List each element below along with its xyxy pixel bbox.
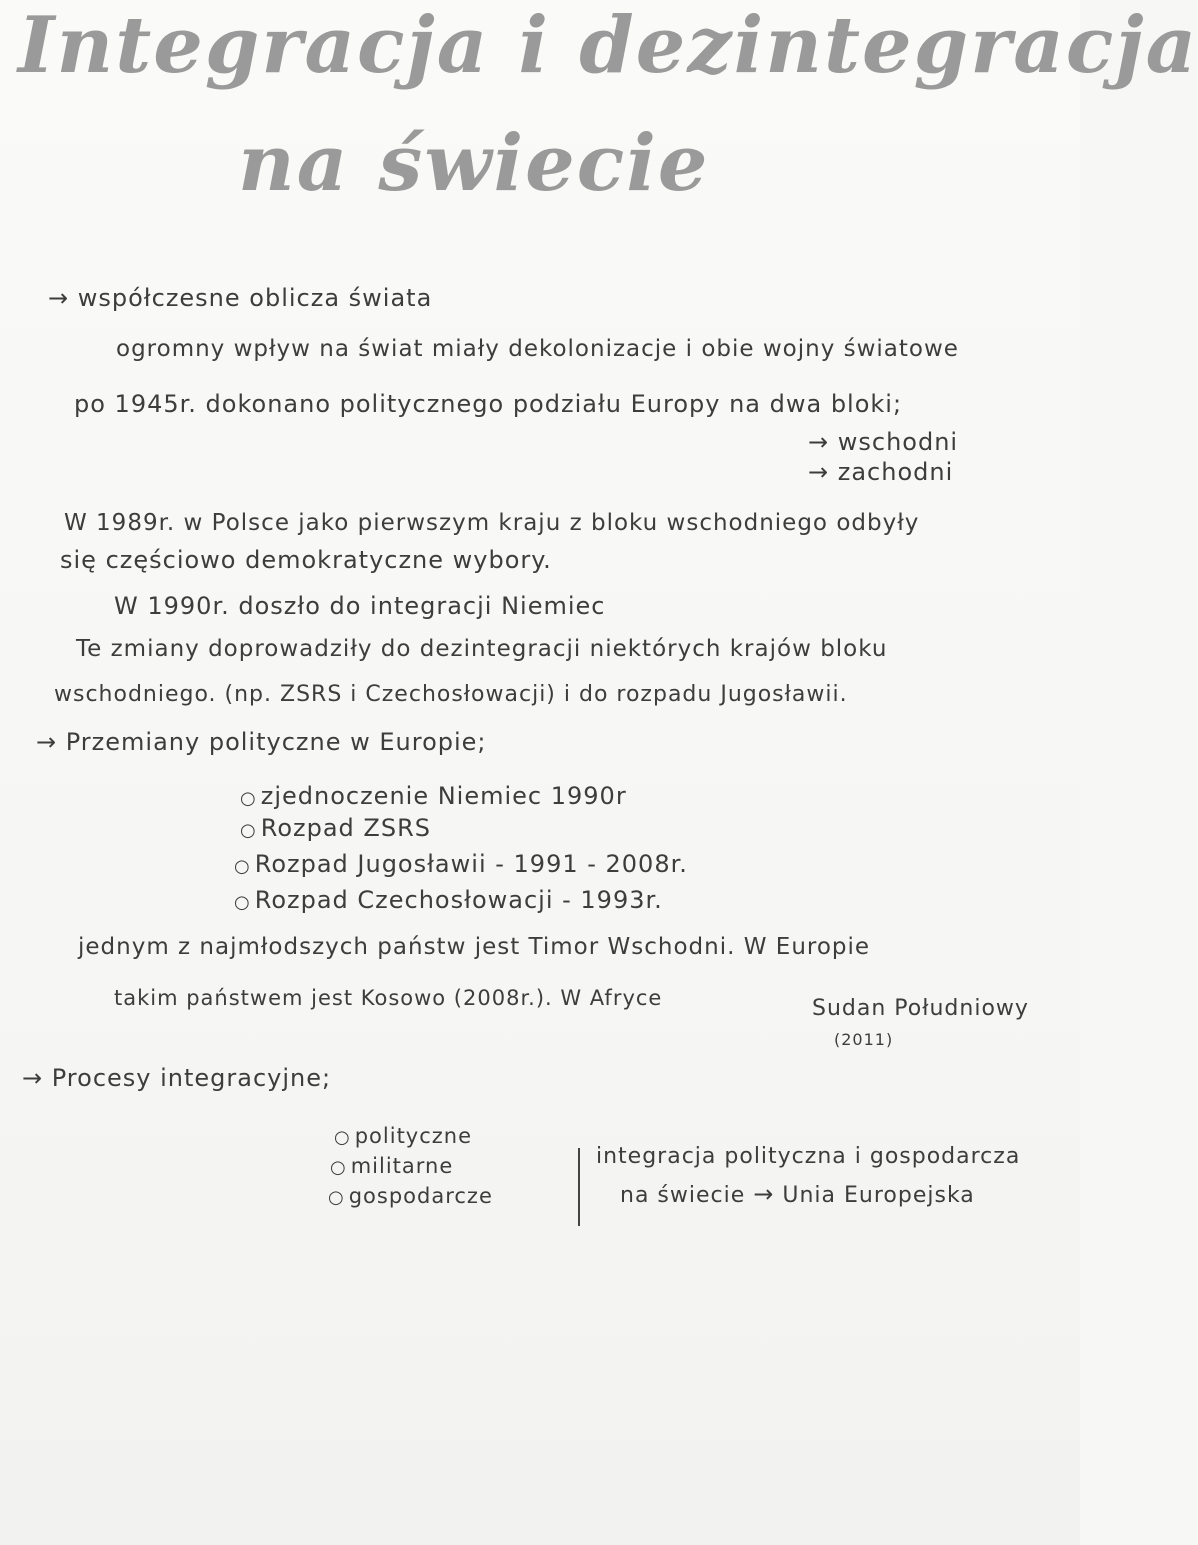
bullet-circle-icon: ○ xyxy=(330,1157,347,1178)
list-item xyxy=(234,850,688,878)
bullet-circle-icon: ○ xyxy=(234,892,251,913)
arrow-right-icon: → xyxy=(808,428,830,456)
list-item-text: zjednoczenie Niemiec 1990r xyxy=(260,782,627,810)
section1-para-5a: Te zmiany doprowadziły do dezintegracji niektórych krajów bloku xyxy=(76,636,888,662)
list-item xyxy=(234,886,663,914)
title-line-2: na świecie xyxy=(238,118,710,209)
section3-note-3: Unia Europejska xyxy=(782,1183,975,1208)
section2-heading: Przemiany polityczne w Europie; xyxy=(65,728,487,756)
section3-note-2: na świecie xyxy=(620,1183,746,1208)
list-item xyxy=(240,814,431,842)
section1-para-4: W 1990r. doszło do integracji Niemiec xyxy=(114,592,606,620)
list-item-text: polityczne xyxy=(354,1124,473,1148)
bullet-circle-icon: ○ xyxy=(234,856,251,877)
bullet-circle-icon: ○ xyxy=(328,1187,345,1208)
bloc-west-row xyxy=(808,458,953,486)
bloc-west: zachodni xyxy=(837,458,954,486)
bullet-circle-icon: ○ xyxy=(334,1127,351,1148)
bullet-circle-icon: ○ xyxy=(240,820,257,841)
bullet-circle-icon: ○ xyxy=(240,788,257,809)
section2-heading-row xyxy=(36,728,487,756)
section3-heading-row xyxy=(22,1064,331,1092)
list-item xyxy=(334,1124,472,1148)
arrow-right-icon: → xyxy=(808,458,830,486)
section1-heading: współczesne oblicza świata xyxy=(77,284,433,312)
list-item xyxy=(240,782,627,810)
section3-note-row xyxy=(620,1180,975,1208)
divider-line xyxy=(578,1148,580,1226)
arrow-right-icon: → xyxy=(22,1064,44,1092)
section3-note-1: integracja polityczna i gospodarcza xyxy=(596,1144,1021,1169)
section1-para-5b: wschodniego. (np. ZSRS i Czechosłowacji) i do rozpadu Jugosławii. xyxy=(54,682,848,707)
list-item-text: militarne xyxy=(350,1154,454,1178)
section2-para-2b: Sudan Południowy xyxy=(812,996,1029,1021)
bloc-east-row xyxy=(808,428,958,456)
section1-heading-row xyxy=(48,284,432,312)
arrow-right-icon: → xyxy=(36,728,58,756)
list-item xyxy=(330,1154,453,1178)
list-item-text: Rozpad ZSRS xyxy=(260,814,431,842)
list-item-text: Rozpad Czechosłowacji - 1993r. xyxy=(254,886,663,914)
title-line-1: Integracja i dezintegracja xyxy=(18,0,1198,91)
arrow-right-icon: → xyxy=(48,284,70,312)
section1-para-2: po 1945r. dokonano politycznego podziału Europy na dwa bloki; xyxy=(74,390,903,418)
section1-para-1: ogromny wpływ na świat miały dekolonizacje i obie wojny światowe xyxy=(116,336,959,362)
list-item-text: Rozpad Jugosławii - 1991 - 2008r. xyxy=(254,850,688,878)
arrow-right-icon: → xyxy=(753,1180,775,1208)
section1-para-3a: W 1989r. w Polsce jako pierwszym kraju z bloku wschodniego odbyły xyxy=(64,510,920,536)
section1-para-3b: się częściowo demokratyczne wybory. xyxy=(60,546,552,574)
section3-heading: Procesy integracyjne; xyxy=(51,1064,332,1092)
list-item xyxy=(328,1184,493,1208)
section2-para-1: jednym z najmłodszych państw jest Timor Wschodni. W Europie xyxy=(78,934,871,960)
bloc-east: wschodni xyxy=(837,428,959,456)
section2-para-2a: takim państwem jest Kosowo (2008r.). W Afryce xyxy=(114,986,663,1010)
section2-para-2c: (2011) xyxy=(834,1030,894,1049)
list-item-text: gospodarcze xyxy=(348,1184,493,1208)
